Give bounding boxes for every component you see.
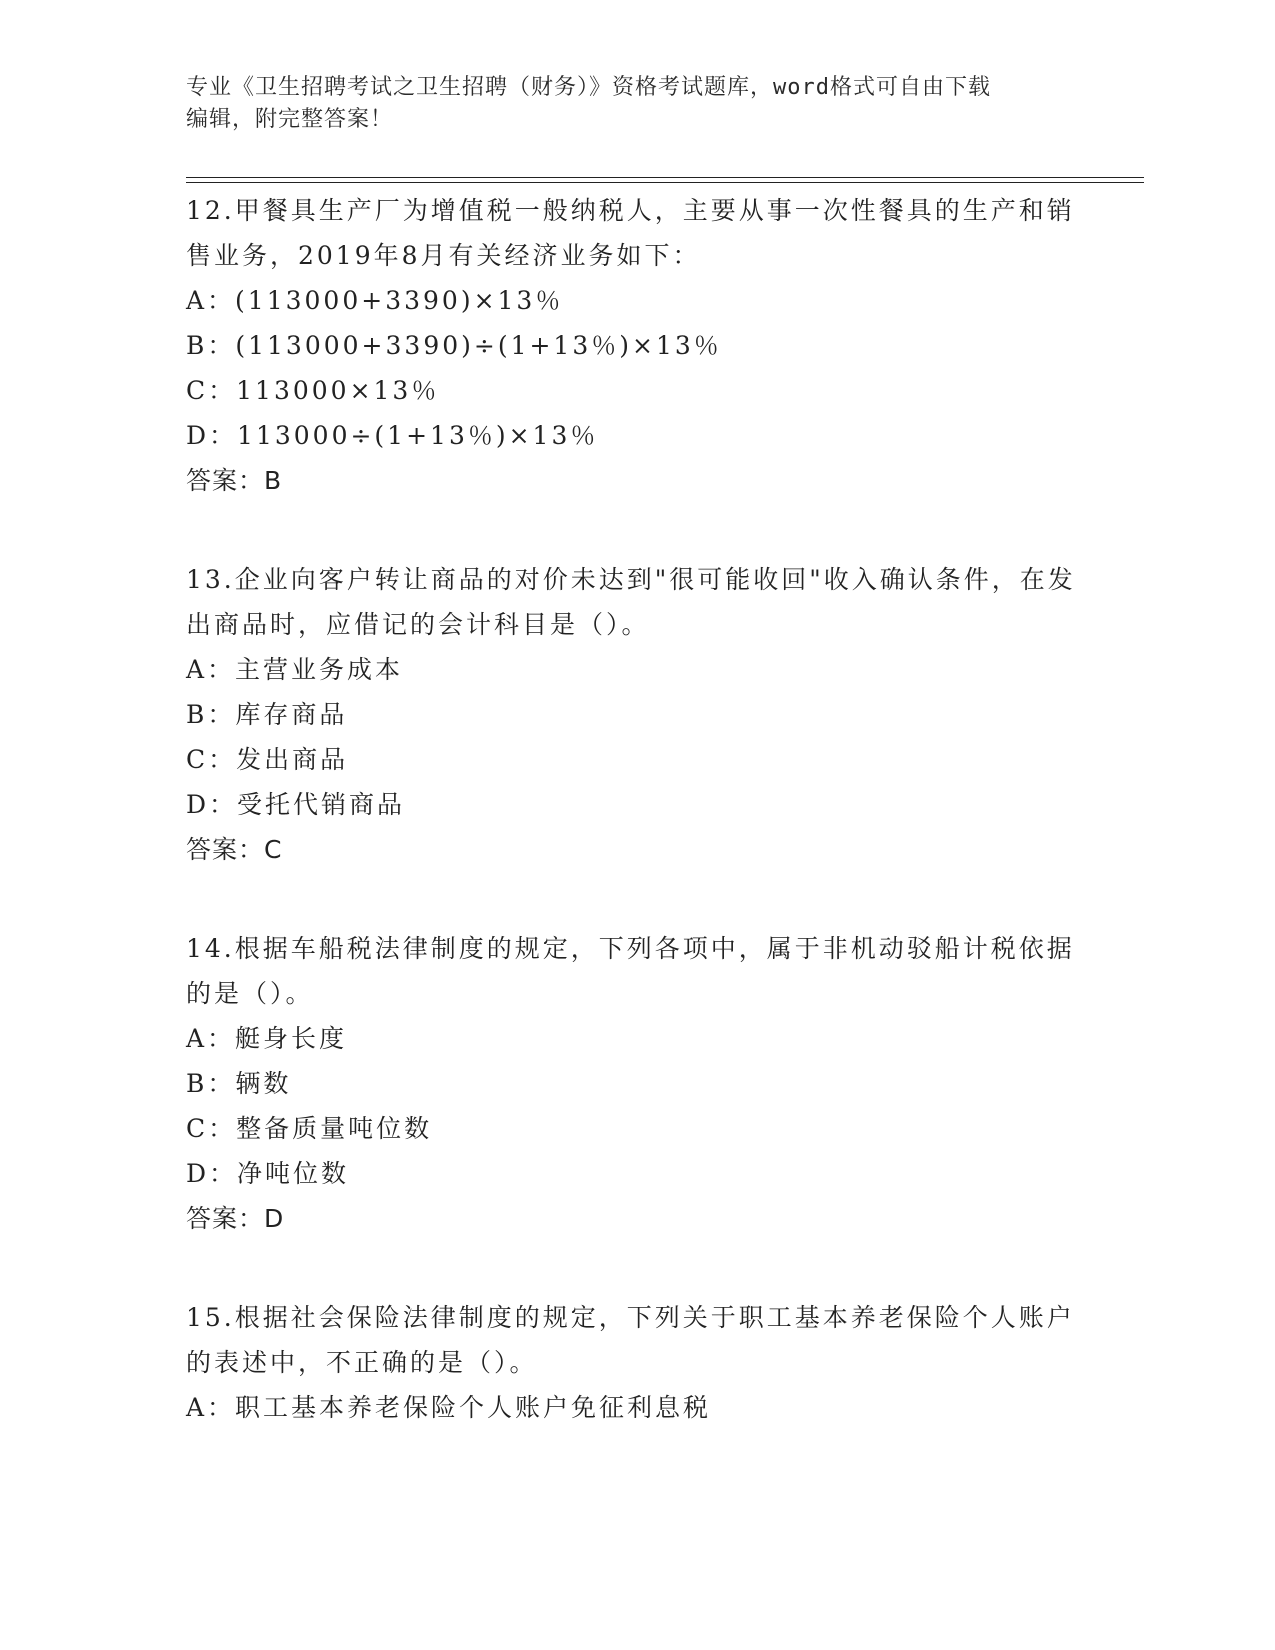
header-divider-top [186,177,1144,178]
question-15 [186,1295,1086,1430]
option-a: A：主营业务成本 [186,655,404,684]
question-text: 14.根据车船税法律制度的规定，下列各项中，属于非机动驳船计税依据的是（）。 [186,934,1075,1008]
header-line-1: 专业《卫生招聘考试之卫生招聘（财务）》资格考试题库，word格式可自由下载 [186,75,991,100]
option-d: D：113000÷(1+13％)×13％ [186,421,599,450]
option-a: A：艇身长度 [186,1024,348,1053]
question-14 [186,926,1086,1241]
option-c: C：113000×13％ [186,376,440,405]
document-header [186,72,1086,136]
option-d: D：净吨位数 [186,1159,350,1188]
option-c: C：发出商品 [186,745,349,774]
option-a: A：职工基本养老保险个人账户免征利息税 [186,1393,712,1422]
question-text: 13.企业向客户转让商品的对价未达到"很可能收回"收入确认条件，在发出商品时，应借记的会计科目是（）。 [186,565,1076,639]
option-b: B：(113000+3390)÷(1+13％)×13％ [186,331,722,360]
option-b: B：辆数 [186,1069,292,1098]
option-c: C：整备质量吨位数 [186,1114,433,1143]
option-b: B：库存商品 [186,700,348,729]
header-divider-bottom [186,182,1144,183]
answer-label: 答案：D [186,1204,285,1233]
question-list [186,188,1086,1484]
question-13 [186,557,1086,872]
option-a: A：(113000+3390)×13％ [186,286,564,315]
header-line-2: 编辑，附完整答案！ [186,107,394,132]
answer-label: 答案：C [186,835,283,864]
question-text: 12.甲餐具生产厂为增值税一般纳税人，主要从事一次性餐具的生产和销售业务，2019年8月有关经济业务如下： [186,196,1075,270]
answer-label: 答案：B [186,466,283,495]
option-d: D：受托代销商品 [186,790,406,819]
question-text: 15.根据社会保险法律制度的规定，下列关于职工基本养老保险个人账户的表述中，不正确的是（）。 [186,1303,1075,1377]
question-12 [186,188,1086,503]
